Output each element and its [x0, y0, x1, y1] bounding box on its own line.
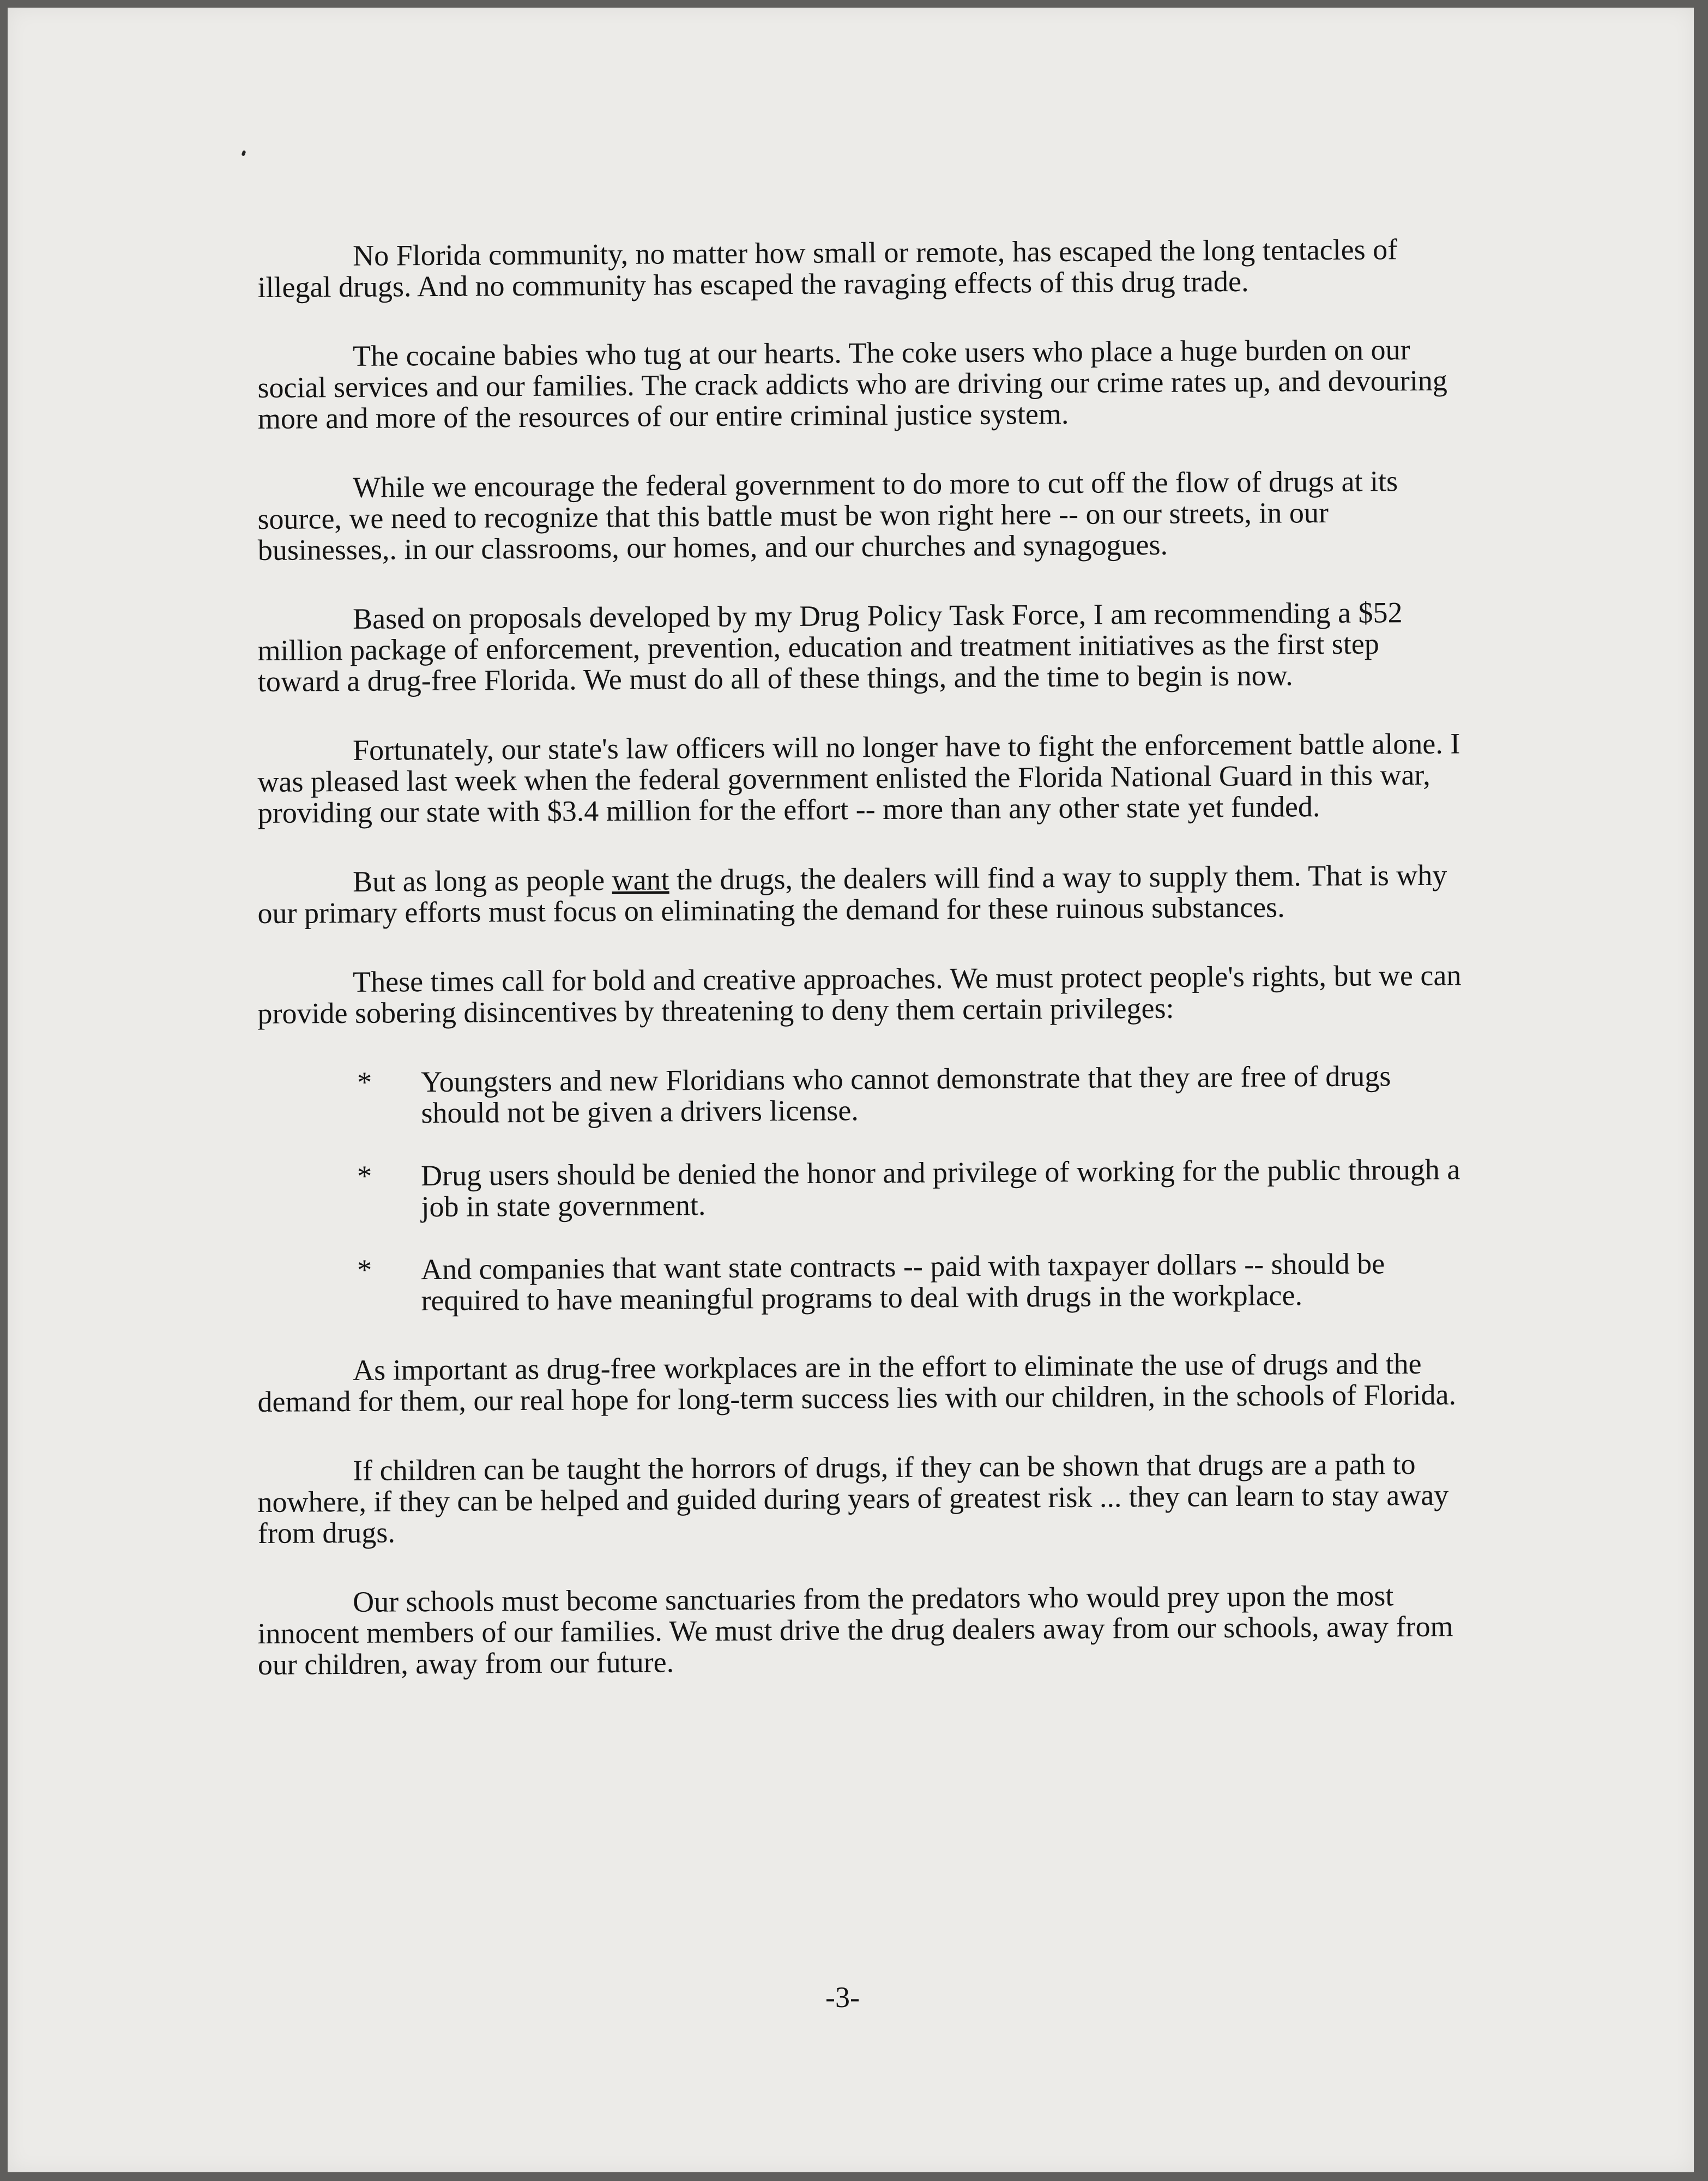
document-page [8, 8, 1694, 2172]
bullet-asterisk: * [357, 1159, 372, 1192]
paragraph-task-force: Based on proposals developed by my Drug Policy Task Force, I am recommending a $52 million package of enforcement, prevention, education and treatment initiatives as the first step toward a drug-free Florida. We must do all of these things, and the time to begin is now. [257, 596, 1403, 698]
paragraph-schools-sanctuaries: Our schools must become sanctuaries from the predators who would prey upon the most innocent members of our families. We must drive the drug dealers away from our schools, away from our children, away from our future. [257, 1579, 1453, 1681]
list-item-text: Drug users should be denied the honor and privilege of working for the public through a job in state government. [420, 1153, 1460, 1224]
underlined-word-want: want [612, 863, 669, 897]
paragraph-demand-lead: But as long as people [352, 864, 612, 898]
list-item-text: Youngsters and new Floridians who cannot demonstrate that they are free of drugs should not be given a drivers license. [420, 1059, 1391, 1130]
paragraph-community: No Florida community, no matter how small or remote, has escaped the long tentacles of illegal drugs. And no community has escaped the ravaging effects of this drug trade. [257, 233, 1398, 304]
bullet-asterisk: * [357, 1253, 372, 1286]
scan-speck [241, 150, 246, 156]
paragraph-list-intro: These times call for bold and creative approaches. We must protect people's rights, but we can provide sobering disincentives by threatening to deny them certain privileges: [257, 959, 1462, 1030]
document-body [257, 233, 1468, 1719]
paragraph-demand [257, 859, 1468, 929]
paragraph-children-taught: If children can be taught the horrors of drugs, if they can be shown that drugs are a path to nowhere, if they can be helped and guided during years of greatest risk ... they can learn to stay away from drugs. [257, 1448, 1449, 1550]
paragraph-drug-free-workplaces: As important as drug-free workplaces are in the effort to eliminate the use of drugs and the demand for them, our real hope for long-term success lies with our children, in the schools of Florida. [257, 1347, 1457, 1418]
privileges-list [257, 1059, 1468, 1317]
paragraph-demand-rest: the drugs, the dealers will find a way to supply them. That is why our primary efforts must focus on eliminating the demand for these ruinous substances. [257, 858, 1447, 930]
page-number: -3- [825, 1981, 860, 2014]
list-item [257, 1154, 1468, 1224]
bullet-asterisk: * [357, 1065, 372, 1099]
paragraph-national-guard: Fortunately, our state's law officers will no longer have to fight the enforcement battle alone. I was pleased last week when the federal government enlisted the Florida National Guard in this war, providing our state with $3.4 million for the effort -- more than any other state yet funded. [257, 727, 1460, 829]
list-item [257, 1060, 1468, 1130]
list-item-text: And companies that want state contracts -- paid with taxpayer dollars -- should be required to have meaningful programs to deal with drugs in the workplace. [420, 1247, 1385, 1317]
list-item [257, 1248, 1468, 1317]
paragraph-cocaine-babies: The cocaine babies who tug at our hearts. The coke users who place a huge burden on our social services and our families. The crack addicts who are driving our crime rates up, and devouring more and more of the resources of our entire criminal justice system. [257, 333, 1447, 435]
paragraph-federal-government: While we encourage the federal government to do more to cut off the flow of drugs at its source, we need to recognize that this battle must be won right here -- on our streets, in our businesses,. in our classrooms, our homes, and our churches and synagogues. [257, 465, 1398, 567]
